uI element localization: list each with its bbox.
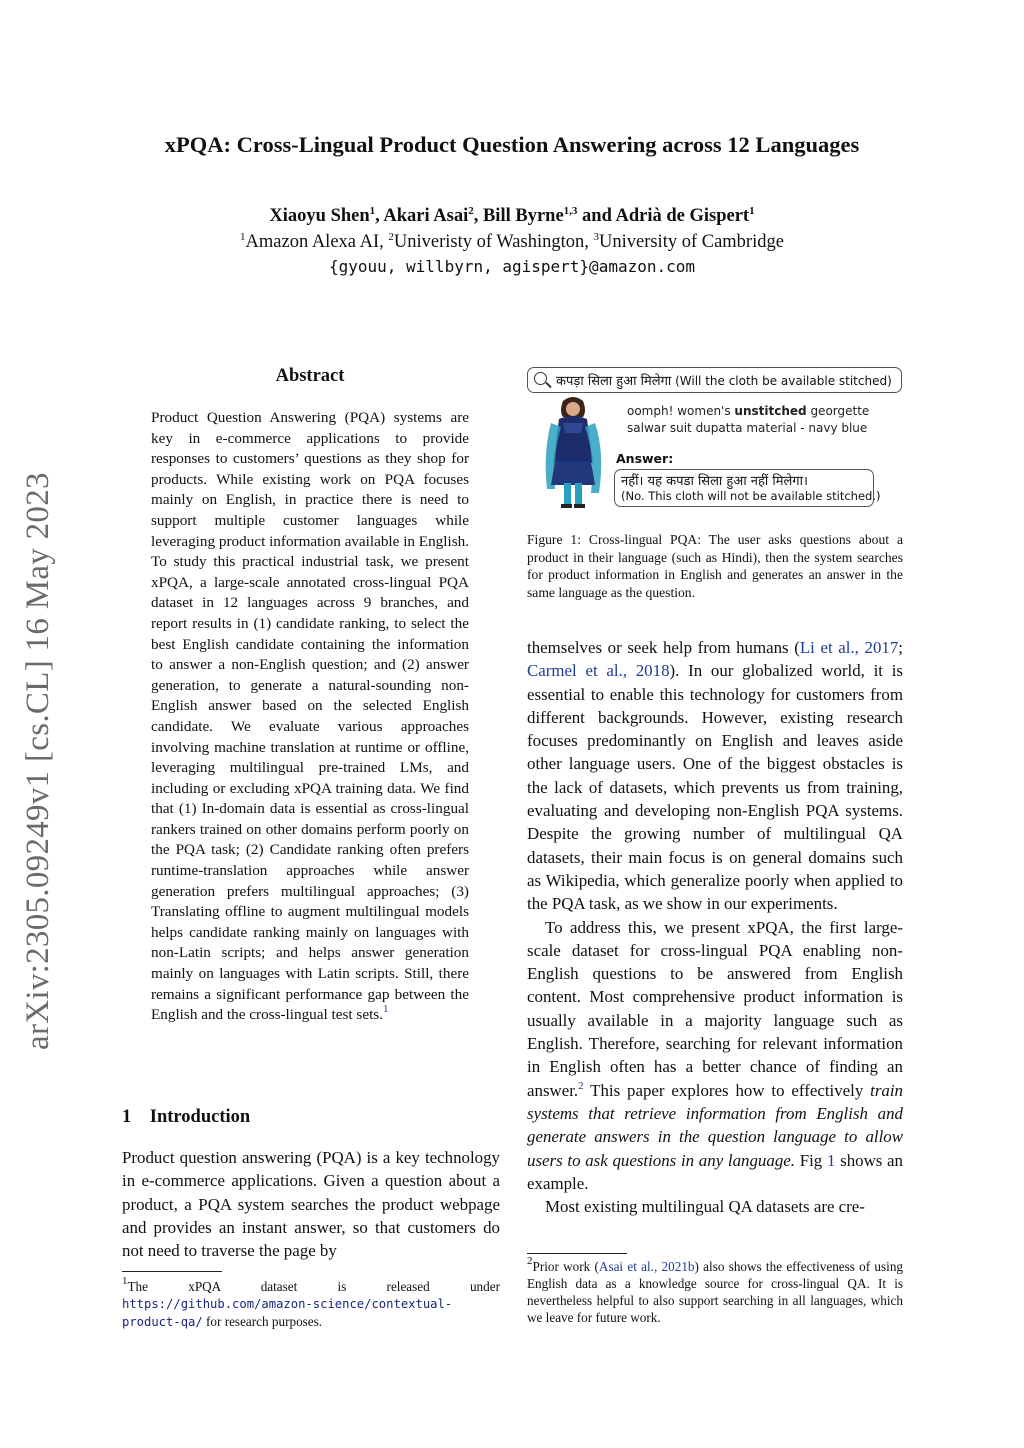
- text-run: Fig: [795, 1150, 827, 1170]
- product-bold: unstitched: [734, 404, 807, 418]
- figure-caption: [527, 531, 903, 601]
- author-sep: ,: [375, 206, 384, 226]
- text-run: themselves or seek help from humans (: [527, 638, 800, 657]
- caption-text: Cross-lingual PQA: The user asks questions about a product in their language (such as Hindi), then the system searches for product information in English and generates an answer in the same language as the question.: [527, 532, 903, 600]
- affil-text: Amazon Alexa AI,: [245, 232, 389, 252]
- author-sup: 1: [749, 205, 755, 217]
- question-box: [527, 367, 902, 393]
- product-image-icon: [533, 393, 613, 511]
- abstract-body: [151, 408, 469, 1026]
- product-text: oomph! women's: [627, 404, 735, 418]
- affil-sup: 1: [240, 231, 246, 243]
- citation-link[interactable]: Asai et al., 2021b: [598, 1259, 695, 1274]
- author-sup: 1,3: [563, 205, 578, 217]
- answer-hindi: नहीं। यह कपडा सिला हुआ नहीं मिलेगा।: [621, 474, 808, 489]
- text-run: This paper explores how to effectively: [583, 1080, 871, 1100]
- arxiv-stamp: arXiv:2305.09249v1 [cs.CL] 16 May 2023: [20, 472, 56, 1050]
- right-column-body: [527, 636, 903, 1218]
- author-name: Bill Byrne: [482, 206, 564, 226]
- paper-title: xPQA: Cross-Lingual Product Question Answering across 12 Languages: [164, 132, 860, 157]
- italic-run: train systems that retrieve information from English and generate answers in the question language to allow users to ask questions in any language.: [527, 1080, 903, 1170]
- author-name: Akari Asai: [383, 206, 469, 226]
- footnote-2: [527, 1255, 904, 1326]
- product-title: [627, 403, 869, 437]
- question-english: (Will the cloth be available stitched): [675, 374, 892, 388]
- product-line-2: salwar suit dupatta material - navy blue: [627, 421, 868, 435]
- abstract-heading: Abstract: [275, 366, 345, 386]
- question-hindi: कपड़ा सिला हुआ मिलेगा: [556, 374, 672, 389]
- footnote-mark: 2: [527, 1255, 533, 1267]
- author-name: Xiaoyu Shen: [269, 206, 370, 226]
- citation-link[interactable]: Carmel et al., 2018: [527, 661, 670, 681]
- intro-paragraph: Product question answering (PQA) is a key technology in e-commerce applications. Given a question about a product, a PQA system searches the product webpage and provides an instant answer, so that customers do not need to traverse the page by: [122, 1148, 500, 1261]
- answer-label: Answer:: [616, 451, 674, 466]
- figure-1: [527, 365, 903, 515]
- author-sep: and: [577, 206, 616, 226]
- text-run: To address this, we present xPQA, the first large-scale dataset for cross-lingual PQA enabling non-English questions to be answered from English content. Most comprehensive product information is usually available in a majority language such as English. Therefore, searching for relevant information in English often has a better chance of finding an answer.: [527, 917, 903, 1100]
- text-run: ;: [898, 638, 903, 657]
- section-number: 1: [122, 1107, 132, 1127]
- abstract-text: Product Question Answering (PQA) systems are key in e-commerce applications to provide responses to customers’ questions as they shop for products. While existing work on PQA focuses mainly on English, in practice there is need to support multiple customer languages while leveraging product information available in English. To study this practical industrial task, we present xPQA, a large-scale annotated cross-lingual PQA dataset in 12 languages across 9 branches, and report results in (1) candidate ranking, to select the best English candidate containing the information to answer a non-English question; and (2) answer generation, to generate a natural-sounding non-English answer based on the selected English candidate. We evaluate various approaches involving machine translation at runtime or offline, leveraging multilingual pre-trained LMs, and including or excluding xPQA training data. We find that (1) In-domain data is essential as cross-lingual rankers trained on other domains perform poorly on the PQA task; (2) Candidate ranking often prefers runtime-translation approaches while answer generation prefers multilingual approaches; (3) Translating offline to augment multilingual models helps candidate ranking mainly on languages with non-Latin scripts; and helps answer generation mainly on languages with Latin scripts. Still, there remains a significant performance gap between the English and the cross-lingual test sets.: [151, 409, 470, 1024]
- paragraph: [527, 916, 903, 1196]
- footnote-mark: 1: [122, 1275, 128, 1287]
- search-icon: [534, 372, 547, 385]
- paragraph: [527, 636, 903, 916]
- footnote-rule: [527, 1253, 627, 1254]
- answer-english: (No. This cloth will not be available stitched.): [621, 489, 881, 503]
- product-line-1: [627, 403, 869, 420]
- citation-link[interactable]: Li et al., 2017: [799, 638, 899, 657]
- footnote-text: ) also shows the effectiveness of using English data as a knowledge source for cross-lingual QA. It is nevertheless helpful to also support searching in all languages, which we leave for future work.: [527, 1259, 904, 1325]
- section-title: Introduction: [149, 1107, 251, 1127]
- author-name: Adrià de Gispert: [615, 206, 750, 226]
- affil-sup: 3: [593, 231, 599, 243]
- footnote-ref[interactable]: 2: [578, 1079, 584, 1092]
- author-email: {gyouu, willbyrn, agispert}@amazon.com: [328, 257, 696, 276]
- affil-text: University of Cambridge: [598, 232, 784, 252]
- author-sup: 1: [369, 205, 376, 217]
- figure-ref-link[interactable]: 1: [826, 1150, 836, 1170]
- footnote-text: for research purposes.: [202, 1314, 323, 1329]
- text-run: shows an example.: [527, 1150, 904, 1193]
- author-sep: ,: [473, 206, 483, 226]
- footnote-rule: [122, 1271, 222, 1272]
- footnote-ref[interactable]: 1: [383, 1003, 389, 1016]
- paragraph: Most existing multilingual QA datasets are cre-: [545, 1197, 865, 1217]
- affiliations: [0, 232, 1024, 253]
- footnote-text: The xPQA dataset is released under: [127, 1279, 500, 1294]
- footnote-1: [122, 1275, 500, 1331]
- section-heading-introduction: [122, 1107, 250, 1128]
- author-list: [0, 206, 1024, 227]
- affil-sup: 2: [388, 231, 394, 243]
- question-text: [556, 371, 892, 389]
- affil-text: Univeristy of Washington,: [393, 232, 594, 252]
- product-text: georgette: [806, 404, 870, 418]
- text-run: ). In our globalized world, it is essential to enable this technology for customers from different backgrounds. However, existing research focuses predominantly on English and leaves aside other language users. One of the biggest obstacles is the lack of datasets, which prevents us from training, evaluating and developing non-English PQA systems. Despite the growing number of multilingual QA datasets, their main focus is on general domains such as Wikipedia, which generalize poorly when applied to the PQA task, as we show in our experiments.: [527, 661, 903, 914]
- caption-label: Figure 1:: [527, 532, 581, 547]
- answer-box: [614, 469, 881, 507]
- dataset-link[interactable]: https://github.com/amazon-science/contextual-product-qa/: [122, 1297, 453, 1329]
- footnote-text: Prior work (: [532, 1259, 599, 1274]
- author-sup: 2: [468, 205, 474, 217]
